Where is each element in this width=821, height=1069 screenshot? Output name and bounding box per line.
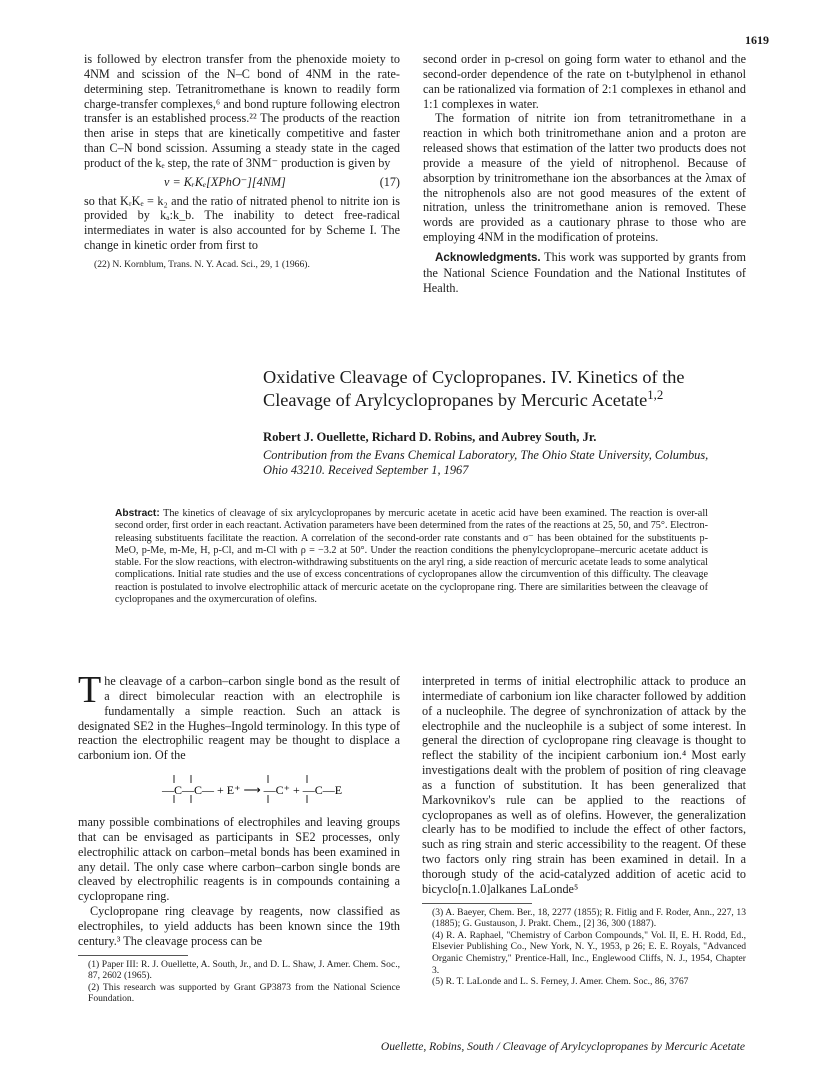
paragraph [78,669,400,763]
title-footnote-marker: 1,2 [647,387,664,402]
running-footer: Ouellette, Robins, South / Cleavage of Arylcyclopropanes by Mercuric Acetate [380,1040,745,1053]
title-line-1: Oxidative Cleavage of Cyclopropanes. IV. Kinetics of the [263,367,685,387]
top-right-column [423,52,746,296]
title-line-2: Cleavage of Arylcyclopropanes by Mercuric Acetate [263,390,648,410]
footnote: (2) This research was supported by Grant GP3873 from the National Science Foundation. [88,981,400,1005]
authors: Robert J. Ouellette, Richard D. Robins, and Aubrey South, Jr. [263,430,597,444]
paragraph: is followed by electron transfer from the phenoxide moiety to 4NM and scission of the N–C bond of 4NM in the rate-determining step. Tetranitromethane is known to readily form charge-transfer complexes,⁶ and bond rupture following electron transfer is an established process.²² The products of the reaction then arise in steps that are kinetically competitive and faster than C–N bond scission. Assuming a steady state in the caged product of the kₑ step, the rate of 3NM⁻ production is given by [84,52,400,170]
footnote: (1) Paper III: R. J. Ouellette, A. South, Jr., and D. L. Shaw, J. Amer. Chem. Soc., 87, 2602 (1965). [88,958,400,982]
equation-17 [84,175,400,190]
bottom-right-column [422,674,746,988]
acknowledgments [423,250,746,296]
paragraph: Cyclopropane ring cleavage by reagents, now classified as electrophiles, to yield adducts has been known since the 19th century.³ The cleavage process can be [78,904,400,948]
drop-cap: T [78,669,102,711]
acknowledgments-text: This work was supported by grants from the National Science Foundation and the National Institutes of Health. [423,249,746,295]
bottom-left-column [78,669,400,1005]
article-title [263,366,733,412]
footnote: (5) R. T. LaLonde and L. S. Ferney, J. Amer. Chem. Soc., 86, 3767 [432,976,689,988]
paragraph: second order in p-cresol on going form water to ethanol and the second-order dependence of the rate on t-butylphenol in ethanol can be rationalized via formation of 2:1 complexes in ethanol and 1:1 complexes in water. [423,52,746,111]
paragraph: so that KᵣKₑ = k₂ and the ratio of nitrated phenol to nitrite ion is provided by kₐ:k_b. The inability to detect free-radical intermediates in water is also accounted for by Scheme I. The change in kinetic order from first to [84,193,400,253]
paragraph: The formation of nitrite ion from tetranitromethane in a reaction in which both trinitromethane anion and a proton are released shows that estimation of the latter two products does not provide a measure of the yield of nitrophenol. Because of absorption by trinitromethane ion the absorbances at the λmax of the nitrophenols also are not good measures of the extent of nitration, unless the trinitromethane anion is removed. These words are provided as a cautionary phrase to those who are employing 4NM in the modification of proteins. [423,111,746,245]
abstract [115,508,708,606]
reaction-scheme [78,769,400,809]
affiliation: Contribution from the Evans Chemical Laboratory, The Ohio State University, Columbus, Ohio 43210. Received September 1, 1967 [263,448,709,477]
paragraph: interpreted in terms of initial electrophilic attack to produce an intermediate of carbonium ion like character followed by addition of a nucleophile. The degree of synchronization of attack by the electrophile and the nucleophile is a subject of some interest. In general the direction of cyclopropane ring cleavage is thought to reflect the stability of the incipient carbonium ion.⁴ Most early investigations dealt with the problem of position of ring cleavage as a function of substitution. It has been generalized that Markovnikov's rule can be applied to the reactions of cyclopropanes as well as of olefins. However, the generalization clearly has to be modified to include the effect of other factors, such as ring strain and steric accessibility to the reagent. Of these two factors only ring strain has been examined in detail. In a thorough study of the acid-catalyzed addition of acetic acid to bicyclo[n.1.0]alkanes LaLonde⁵ [422,674,746,896]
footnote: (3) A. Baeyer, Chem. Ber., 18, 2277 (1855); R. Fitlig and F. Roder, Ann., 227, 13 (1885); G. Gustauson, J. Prakt. Chem., [2] 36, 300 (1887). [432,906,746,930]
top-left-column [84,52,400,271]
page-number: 1619 [745,33,769,47]
intro-text: he cleavage of a carbon–carbon single bond as the result of a direct bimolecular reaction with an electrophile is fundamentally a simple reaction. Such an attack is designated SE2 in the Hughes–Ingold terminology. In this type of reaction the electrophilic reagent may be thought to displace a carbonium ion. Of the [78,674,400,763]
scheme-text: —C—C— + E⁺ ⟶ —C⁺ + —C—E [162,783,343,798]
equation-number: (17) [379,174,400,189]
footnote: (4) R. A. Raphael, "Chemistry of Carbon Compounds," Vol. II, E. H. Rodd, Ed., Elsevier Publishing Co., New York, N. Y., 1953, p 26; E. E. Royals, "Advanced Organic Chemistry," Prentice-Hall, Inc., Englewood Cliffs, N. J., 1954, Chapter 3. [432,929,746,976]
abstract-text: The kinetics of cleavage of six arylcyclopropanes by mercuric acetate in acetic acid have been examined. The reaction is over-all second order, first order in each reactant. Activation parameters have been determined from the rates of the reactions at 25, 50, and 75°. Electron-releasing substituents facilitate the reaction. A correlation of the second-order rate constants and σ⁻ has been obtained for the substituents p-MeO, p-Me, m-Me, H, p-Cl, and m-Cl with ρ = −3.2 at 50°. Under the reaction conditions the phenylcyclopropane–mercuric acetate adduct is stable. For the slow reactions, with electron-withdrawing substituents on the aryl ring, a side reaction of mercuric acetate leads to some analytical complications. Initial rate studies and the use of excess concentrations of cyclopropanes allow the circumvention of this difficulty. The cleavage reaction is postulated to involve electrophilic attack of mercuric acetate on the cyclopropane ring. There are similarities between the cleavage of cyclopropanes and the oxymercuration of olefins. [115,508,708,606]
footnote-rule [78,955,188,956]
footnote-22: (22) N. Kornblum, Trans. N. Y. Acad. Sci., 29, 1 (1966). [94,258,310,270]
footnote-rule [422,903,532,904]
paragraph: many possible combinations of electrophiles and leaving groups that can be envisaged as participants in SE2 processes, only electrophilic attack on carbon–metal bonds has been examined in any detail. The only case where carbon–carbon single bonds are cleaved by electrophilic reagents is in compounds containing a cyclopropane ring. [78,815,400,904]
reaction-scheme-drawing [78,769,400,809]
acknowledgments-heading: Acknowledgments. [435,250,541,264]
equation-text: v = KᵣKₑ[XPhO⁻][4NM] [164,174,286,189]
abstract-label: Abstract: [115,508,160,519]
